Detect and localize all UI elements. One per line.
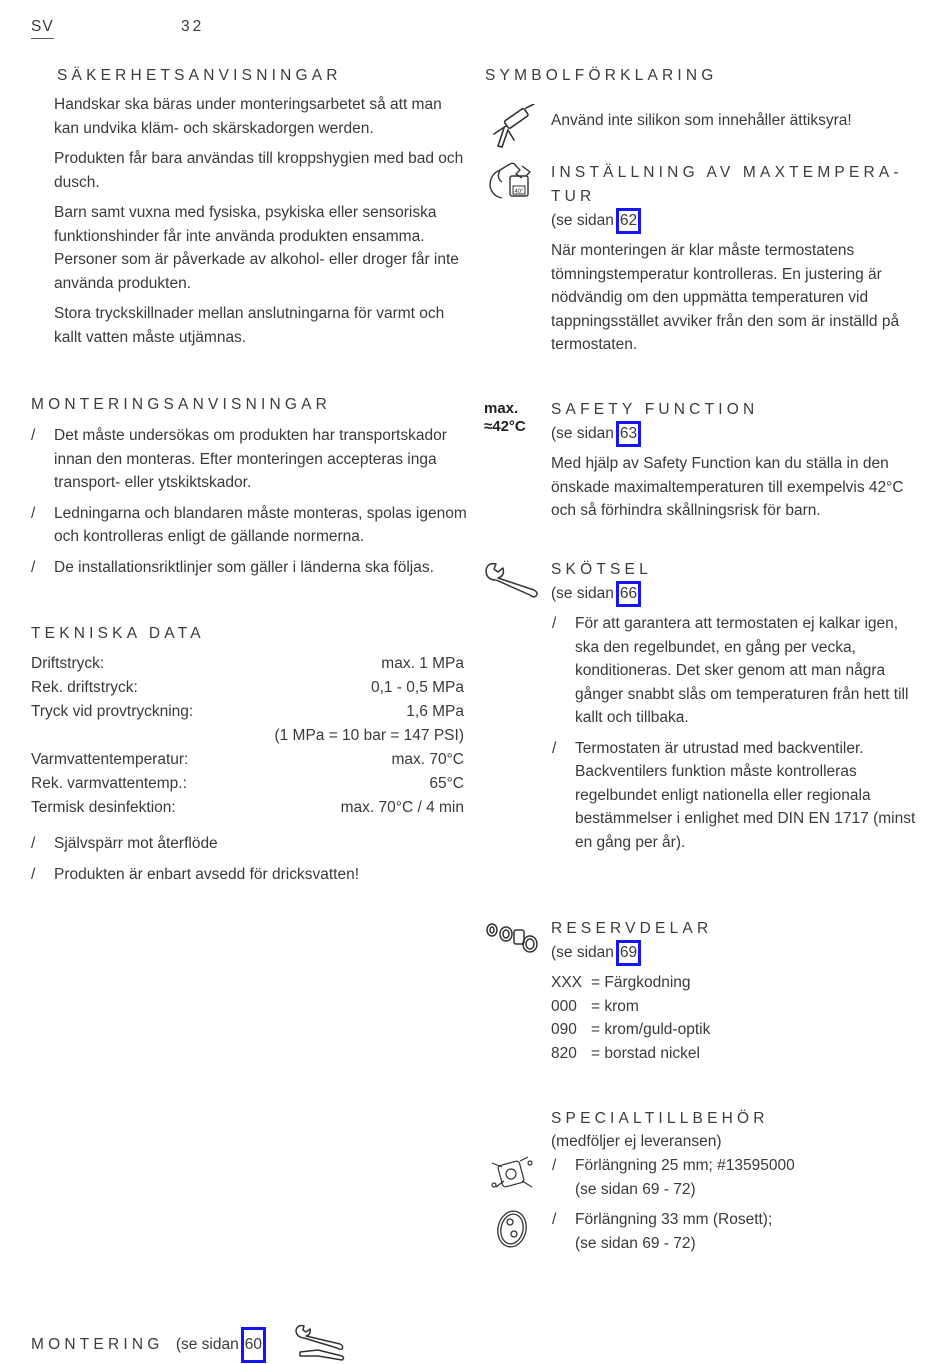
see-page-label: (se sidan: [175, 1336, 239, 1353]
max-temp-heading-line2: TUR: [551, 187, 596, 205]
bullet-mark: /: [31, 558, 36, 576]
list-item-text: Självspärr mot återflöde: [54, 835, 218, 852]
page-link-62[interactable]: 62: [616, 208, 641, 234]
bullet-mark: /: [552, 739, 557, 757]
max-temp-text: När monteringen är klar måste termostatens tömningstemperatur kontrolleras. En justering är nödvändig om den uppmätta temperaturen vid tappningsstället avviker från den som är inställd på termostaten.: [551, 242, 900, 353]
spare-parts-page-ref: [551, 940, 641, 966]
color-code-desc: = krom: [591, 997, 639, 1015]
see-page-label: (se sidan: [551, 212, 614, 229]
bullet-mark: /: [31, 504, 36, 522]
safety-heading: SÄKERHETSANVISNINGAR: [57, 67, 342, 84]
color-code: 820: [551, 1044, 577, 1062]
max-icon-line1: max.: [484, 400, 519, 417]
color-code-list: [551, 971, 801, 1065]
page-link-66[interactable]: 66: [616, 581, 641, 607]
list-item-line1: Förlängning 33 mm (Rosett);: [575, 1211, 773, 1228]
bullet-mark: /: [31, 865, 36, 883]
table-row: [31, 796, 464, 820]
list-item: [31, 863, 467, 887]
list-item: [552, 612, 917, 730]
list-item-text: De installationsriktlinjer som gäller i länderna ska följas.: [54, 558, 434, 576]
row-value: (1 MPa = 10 bar = 147 PSI): [274, 727, 464, 744]
bullet-mark: /: [31, 835, 36, 852]
bullet-mark: /: [31, 427, 36, 444]
max-42c-icon: [484, 400, 526, 436]
bullet-mark: /: [552, 1211, 557, 1228]
page-link-63[interactable]: 63: [616, 421, 641, 447]
list-item: [552, 1154, 912, 1201]
list-item-line2: (se sidan 69 - 72): [575, 1234, 696, 1252]
safety-function-page-ref: [551, 421, 641, 447]
silicone-warning-text: Använd inte silikon som innehåller ättiksyra!: [551, 112, 852, 129]
max-icon-line2: ≈42°C: [484, 418, 526, 435]
row-label: Varmvattentemperatur:: [31, 751, 189, 768]
safety-paragraph: Stora tryckskillnader mellan anslutningarna för varmt och kallt vatten måste utjämnas.: [54, 305, 445, 346]
list-item: [551, 971, 801, 995]
tech-data-heading: TEKNISKA DATA: [31, 625, 205, 642]
color-code: XXX: [551, 974, 583, 991]
mounting-instructions-list: [31, 424, 467, 586]
row-label: Termisk desinfektion:: [31, 799, 176, 816]
list-item: [551, 1018, 801, 1042]
care-page-ref: [551, 581, 641, 607]
accessory-item: [552, 1208, 912, 1262]
max-temp-page-ref: [551, 208, 641, 234]
list-item: [31, 424, 467, 495]
row-value: 1,6 MPa: [406, 703, 464, 720]
color-code: 000: [551, 997, 577, 1015]
tech-data-table: [31, 652, 464, 820]
safety-section: [54, 93, 466, 356]
list-item-text: Ledningarna och blandaren måste monteras, spolas igenom och kontrolleras enligt de gällande normerna.: [54, 504, 467, 545]
rosette-icon: [494, 1208, 530, 1250]
row-label: Rek. driftstryck:: [31, 679, 138, 696]
list-item-text: Termostaten är utrustad med backventiler. Backventilers funktion måste kontrolleras regelbundet enligt nationella eller regionala bestämmelser i enlighet med DIN EN 1717 (minst en gång per år).: [575, 739, 916, 851]
extension-kit-icon: [490, 1155, 534, 1195]
icon-temperature-label: 40°: [514, 189, 524, 195]
page-link-69[interactable]: 69: [616, 940, 641, 966]
color-code-desc: = krom/guld-optik: [591, 1021, 711, 1038]
see-page-label: (se sidan: [551, 585, 614, 602]
table-row: [31, 652, 464, 676]
safety-paragraph: Produkten får bara användas till kroppshygien med bad och dusch.: [54, 150, 464, 191]
tools-icon: [292, 1322, 348, 1362]
safety-paragraph: Barn samt vuxna med fysiska, psykiska eller sensoriska funktionshinder får inte använda produkten ensamma. Personer som är påverkade av alkohol- eller droger får inte använda produkten.: [54, 204, 459, 292]
accessories-subtitle: (medföljer ej leveransen): [551, 1133, 722, 1150]
list-item: [551, 995, 801, 1019]
list-item-line2: (se sidan 69 - 72): [575, 1180, 696, 1198]
list-item-line1: Förlängning 25 mm; #13595000: [575, 1157, 795, 1174]
care-list: [552, 612, 917, 861]
row-value: 0,1 - 0,5 MPa: [370, 679, 464, 696]
row-label: Rek. varmvattentemp.:: [31, 775, 187, 792]
table-row: [31, 676, 464, 700]
row-value: 65°C: [429, 775, 464, 792]
row-label: Driftstryck:: [31, 655, 105, 672]
list-item-text: Produkten är enbart avsedd för dricksvatten!: [54, 865, 359, 883]
silicone-gun-icon: [488, 104, 536, 152]
bullet-mark: /: [552, 1157, 557, 1174]
accessories-heading: SPECIALTILLBEHÖR: [551, 1110, 769, 1127]
row-label: Tryck vid provtryckning:: [31, 703, 194, 720]
safety-function-heading: SAFETY FUNCTION: [551, 401, 759, 418]
see-page-label: (se sidan: [551, 944, 614, 961]
tech-data-notes: [31, 832, 467, 893]
table-row: [31, 724, 464, 748]
bullet-mark: /: [552, 615, 557, 632]
list-item: [551, 1042, 801, 1066]
mounting-instructions-heading: MONTERINGSANVISNINGAR: [31, 396, 332, 413]
row-value: max. 1 MPa: [381, 655, 464, 672]
row-value: max. 70°C / 4 min: [340, 799, 464, 816]
table-row: [31, 700, 464, 724]
language-code: SV: [31, 16, 54, 39]
safety-paragraph: Handskar ska bäras under monteringsarbetet så att man kan undvika kläm- och skärskadorgen werden.: [54, 96, 442, 137]
page-link-60[interactable]: 60: [241, 1327, 266, 1363]
list-item: [31, 832, 467, 856]
page-number: 32: [181, 18, 205, 35]
mounting-footer: [31, 1327, 266, 1363]
list-item-text: För att garantera att termostaten ej kalkar igen, ska den regelbundet, en gång per vecka, konditioneras. Det sker genom att man några gånger snabbt slås om temperaturen från hett till kallt och tillbaka.: [575, 615, 909, 726]
table-row: [31, 772, 464, 796]
table-row: [31, 748, 464, 772]
max-temp-heading: [551, 161, 931, 208]
accessory-item: [552, 1154, 912, 1208]
max-temp-heading-line1: INSTÄLLNING AV MAXTEMPERA-: [551, 164, 903, 181]
color-code-desc: = Färgkodning: [591, 974, 691, 991]
list-item: [31, 502, 467, 549]
row-value: max. 70°C: [391, 751, 464, 768]
list-item: [552, 1208, 912, 1255]
safety-function-text: Med hjälp av Safety Function kan du ställa in den önskade maximaltemperaturen till exempelvis 42°C och så förhindra skållningsrisk för barn.: [551, 455, 904, 519]
wrench-icon: [484, 560, 540, 600]
see-page-label: (se sidan: [551, 425, 614, 442]
list-item: [31, 556, 467, 580]
mounting-heading: MONTERING: [31, 1336, 164, 1353]
spare-parts-icon: [484, 918, 542, 958]
list-item-text: Det måste undersökas om produkten har transportskador innan den monteras. Efter monteringen accepteras inga transport- eller ytskiktskador.: [54, 427, 447, 491]
hand-thermostat-icon: [486, 160, 536, 206]
list-item: [552, 737, 917, 855]
color-code-desc: = borstad nickel: [591, 1044, 700, 1062]
symbols-heading: SYMBOLFÖRKLARING: [485, 67, 718, 84]
care-heading: SKÖTSEL: [551, 561, 652, 578]
spare-parts-heading: RESERVDELAR: [551, 920, 713, 937]
color-code: 090: [551, 1021, 577, 1038]
